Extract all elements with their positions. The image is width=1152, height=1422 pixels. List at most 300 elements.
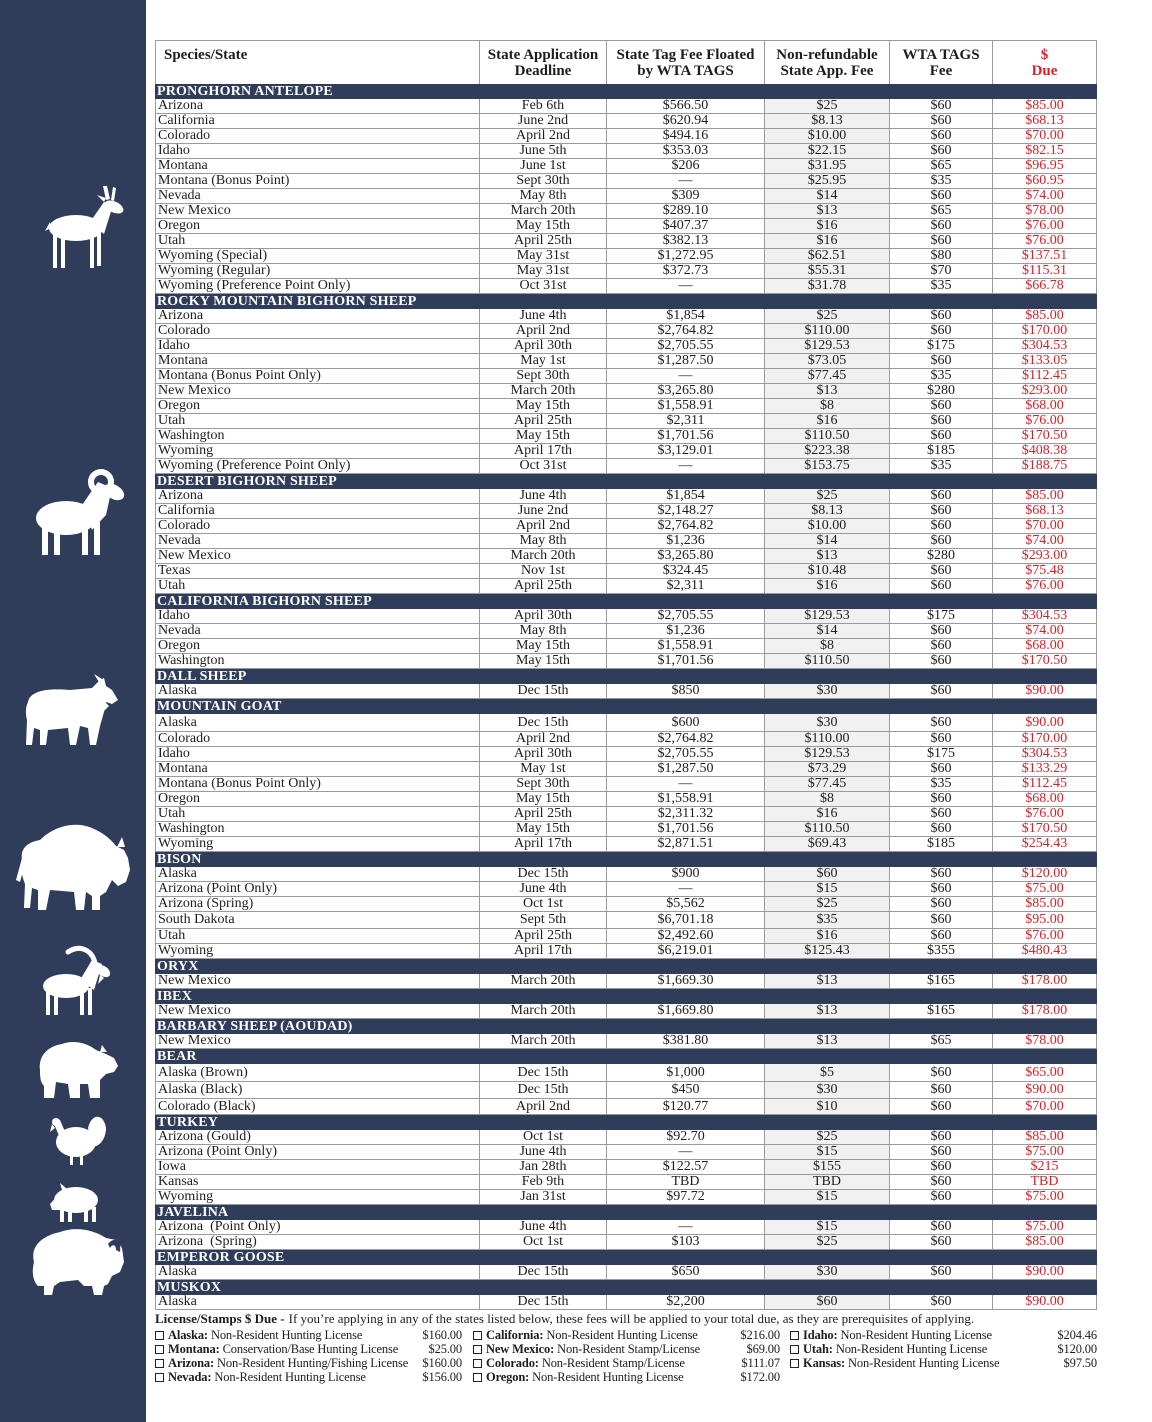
- app-fee-cell: $110.50: [765, 822, 890, 836]
- wta-fee-cell: $175: [890, 609, 993, 623]
- due-cell: $68.00: [993, 639, 1097, 653]
- app-fee-cell: $62.51: [765, 249, 890, 263]
- state-cell: Nevada: [155, 534, 480, 548]
- tag-fee-cell: $2,311.32: [607, 807, 765, 821]
- license-checkbox[interactable]: [790, 1345, 799, 1354]
- state-cell: Utah: [155, 234, 480, 248]
- state-cell: Oregon: [155, 792, 480, 806]
- wta-fee-cell: $60: [890, 99, 993, 113]
- license-state: Utah:: [803, 1341, 833, 1356]
- license-description: Conservation/Base Hunting License: [222, 1341, 399, 1356]
- due-cell: $85.00: [993, 897, 1097, 911]
- due-cell: $170.50: [993, 654, 1097, 668]
- wta-fee-cell: $60: [890, 897, 993, 911]
- license-checkbox[interactable]: [155, 1373, 164, 1382]
- license-description: Non-Resident Hunting License: [840, 1327, 992, 1342]
- due-cell: $408.38: [993, 444, 1097, 458]
- state-cell: California: [155, 114, 480, 128]
- tag-fee-cell: $2,705.55: [607, 747, 765, 761]
- state-cell: Montana (Bonus Point): [155, 174, 480, 188]
- wta-fee-cell: $60: [890, 732, 993, 746]
- license-item: [790, 1356, 1097, 1370]
- license-checkbox[interactable]: [155, 1359, 164, 1368]
- due-cell: $76.00: [993, 579, 1097, 593]
- due-cell: $68.00: [993, 399, 1097, 413]
- tag-fee-cell: $650: [607, 1265, 765, 1279]
- deadline-cell: May 15th: [480, 639, 607, 653]
- tag-fee-cell: $2,200: [607, 1295, 765, 1309]
- due-cell: $304.53: [993, 609, 1097, 623]
- tag-fee-cell: $382.13: [607, 234, 765, 248]
- table-row: [155, 114, 1097, 129]
- wta-fee-cell: $60: [890, 519, 993, 533]
- state-cell: Arizona (Point Only): [155, 882, 480, 896]
- table-row: [155, 732, 1097, 747]
- tag-fee-cell: —: [607, 369, 765, 383]
- table-row: [155, 279, 1097, 294]
- app-fee-cell: $30: [765, 684, 890, 698]
- wta-fee-cell: $60: [890, 929, 993, 943]
- wta-fee-cell: $60: [890, 129, 993, 143]
- license-fee: $120.00: [1057, 1341, 1097, 1356]
- due-cell: $75.48: [993, 564, 1097, 578]
- due-cell: $70.00: [993, 1099, 1097, 1114]
- license-state: New Mexico:: [486, 1341, 555, 1356]
- turkey-icon: [50, 1117, 106, 1165]
- table-row: [155, 1295, 1097, 1310]
- state-cell: Alaska: [155, 1265, 480, 1279]
- deadline-cell: Feb 6th: [480, 99, 607, 113]
- app-fee-cell: $10.48: [765, 564, 890, 578]
- app-fee-cell: $15: [765, 1145, 890, 1159]
- due-cell: $112.45: [993, 369, 1097, 383]
- license-checkbox[interactable]: [790, 1331, 799, 1340]
- tag-fee-cell: —: [607, 1145, 765, 1159]
- deadline-cell: May 8th: [480, 534, 607, 548]
- license-fee: $204.46: [1057, 1327, 1097, 1342]
- wta-fee-cell: $60: [890, 1265, 993, 1279]
- due-cell: $65.00: [993, 1064, 1097, 1081]
- wta-fee-cell: $60: [890, 114, 993, 128]
- app-fee-cell: $14: [765, 189, 890, 203]
- tag-fee-cell: $309: [607, 189, 765, 203]
- table-row: [155, 534, 1097, 549]
- wta-fee-cell: $35: [890, 369, 993, 383]
- license-state: Idaho:: [803, 1327, 838, 1342]
- due-cell: $137.51: [993, 249, 1097, 263]
- tag-fee-cell: $850: [607, 684, 765, 698]
- due-cell: $85.00: [993, 99, 1097, 113]
- due-cell: $66.78: [993, 279, 1097, 293]
- app-fee-cell: $13: [765, 1034, 890, 1048]
- wta-fee-cell: $70: [890, 264, 993, 278]
- state-cell: Texas: [155, 564, 480, 578]
- state-cell: Idaho: [155, 144, 480, 158]
- state-cell: Alaska: [155, 714, 480, 731]
- tag-fee-cell: $1,701.56: [607, 429, 765, 443]
- app-fee-cell: $25: [765, 489, 890, 503]
- state-cell: Washington: [155, 822, 480, 836]
- license-state: Nevada:: [168, 1369, 212, 1384]
- deadline-cell: March 20th: [480, 1034, 607, 1048]
- tag-fee-cell: $494.16: [607, 129, 765, 143]
- table-row: [155, 489, 1097, 504]
- due-cell: TBD: [993, 1175, 1097, 1189]
- table-row: [155, 339, 1097, 354]
- state-cell: Oregon: [155, 219, 480, 233]
- table-row: [155, 929, 1097, 944]
- deadline-cell: April 2nd: [480, 129, 607, 143]
- state-cell: Wyoming: [155, 1190, 480, 1204]
- due-cell: $82.15: [993, 144, 1097, 158]
- app-fee-cell: TBD: [765, 1175, 890, 1189]
- license-fee: $160.00: [422, 1327, 462, 1342]
- app-fee-cell: $16: [765, 929, 890, 943]
- section-header: IBEX: [155, 989, 1097, 1004]
- due-cell: $75.00: [993, 882, 1097, 896]
- wta-fee-cell: $65: [890, 204, 993, 218]
- wta-fee-cell: $60: [890, 1295, 993, 1309]
- state-cell: Arizona (Point Only): [155, 1220, 480, 1234]
- license-note: [155, 1312, 974, 1326]
- tag-fee-cell: TBD: [607, 1175, 765, 1189]
- wta-fee-cell: $280: [890, 549, 993, 563]
- column-header-tag-fee: [607, 41, 765, 84]
- state-cell: Alaska (Brown): [155, 1064, 480, 1081]
- app-fee-cell: $10.00: [765, 129, 890, 143]
- deadline-cell: Nov 1st: [480, 564, 607, 578]
- deadline-cell: Oct 1st: [480, 1235, 607, 1249]
- app-fee-cell: $16: [765, 807, 890, 821]
- state-cell: South Dakota: [155, 912, 480, 928]
- due-cell: $215: [993, 1160, 1097, 1174]
- license-item: [473, 1370, 780, 1384]
- state-cell: Utah: [155, 414, 480, 428]
- deadline-cell: May 1st: [480, 762, 607, 776]
- state-cell: New Mexico: [155, 1004, 480, 1018]
- section-header: TURKEY: [155, 1115, 1097, 1130]
- table-row: [155, 1099, 1097, 1115]
- state-cell: Wyoming: [155, 444, 480, 458]
- table-row: [155, 1265, 1097, 1280]
- deadline-cell: April 17th: [480, 944, 607, 958]
- license-description: Non-Resident Hunting License: [835, 1341, 988, 1356]
- due-cell: $74.00: [993, 534, 1097, 548]
- deadline-cell: April 25th: [480, 929, 607, 943]
- tag-fee-cell: $2,705.55: [607, 339, 765, 353]
- wta-fee-cell: $60: [890, 822, 993, 836]
- state-cell: Arizona (Spring): [155, 1235, 480, 1249]
- license-checkbox[interactable]: [473, 1373, 482, 1382]
- table-row: [155, 204, 1097, 219]
- license-fee: $216.00: [740, 1327, 780, 1342]
- license-fee: $156.00: [422, 1369, 462, 1384]
- tag-fee-cell: $5,562: [607, 897, 765, 911]
- due-cell: $75.00: [993, 1145, 1097, 1159]
- app-fee-cell: $73.05: [765, 354, 890, 368]
- license-item: [790, 1328, 1097, 1342]
- due-cell: $76.00: [993, 929, 1097, 943]
- wta-fee-cell: $60: [890, 654, 993, 668]
- app-fee-cell: $110.00: [765, 732, 890, 746]
- deadline-cell: Dec 15th: [480, 684, 607, 698]
- app-fee-cell: $15: [765, 1220, 890, 1234]
- deadline-cell: Oct 1st: [480, 1130, 607, 1144]
- deadline-cell: April 2nd: [480, 519, 607, 533]
- tag-fee-cell: $450: [607, 1082, 765, 1098]
- state-cell: New Mexico: [155, 974, 480, 988]
- due-cell: $76.00: [993, 414, 1097, 428]
- due-cell: $304.53: [993, 747, 1097, 761]
- deadline-cell: June 4th: [480, 1220, 607, 1234]
- bear-icon: [40, 1042, 118, 1098]
- deadline-cell: April 30th: [480, 747, 607, 761]
- deadline-cell: Sept 5th: [480, 912, 607, 928]
- license-state: Alaska:: [168, 1327, 208, 1342]
- state-cell: Nevada: [155, 189, 480, 203]
- deadline-cell: June 2nd: [480, 114, 607, 128]
- table-row: [155, 399, 1097, 414]
- deadline-cell: May 15th: [480, 429, 607, 443]
- app-fee-cell: $25: [765, 1130, 890, 1144]
- bighorn-sheep-icon: [36, 472, 127, 555]
- deadline-cell: June 1st: [480, 159, 607, 173]
- due-cell: $133.05: [993, 354, 1097, 368]
- due-cell: $254.43: [993, 837, 1097, 851]
- wta-fee-cell: $60: [890, 414, 993, 428]
- due-cell: $76.00: [993, 807, 1097, 821]
- mountain-goat-icon: [26, 674, 118, 745]
- table-row: [155, 837, 1097, 852]
- app-fee-cell: $129.53: [765, 609, 890, 623]
- deadline-cell: March 20th: [480, 384, 607, 398]
- app-fee-cell: $25: [765, 1235, 890, 1249]
- section-header: ORYX: [155, 959, 1097, 974]
- table-row: [155, 1145, 1097, 1160]
- table-row: [155, 324, 1097, 339]
- tag-fee-cell: $103: [607, 1235, 765, 1249]
- table-row: [155, 912, 1097, 929]
- section-header: BEAR: [155, 1049, 1097, 1064]
- app-fee-cell: $155: [765, 1160, 890, 1174]
- tag-fee-cell: $407.37: [607, 219, 765, 233]
- wta-fee-cell: $60: [890, 399, 993, 413]
- table-row: [155, 639, 1097, 654]
- wta-fee-cell: $175: [890, 747, 993, 761]
- state-cell: New Mexico: [155, 204, 480, 218]
- state-cell: Wyoming (Special): [155, 249, 480, 263]
- table-row: [155, 807, 1097, 822]
- app-fee-cell: $8.13: [765, 114, 890, 128]
- table-row: [155, 309, 1097, 324]
- state-cell: Oregon: [155, 399, 480, 413]
- table-row: [155, 384, 1097, 399]
- state-cell: Utah: [155, 579, 480, 593]
- table-row: [155, 944, 1097, 959]
- state-cell: Colorado: [155, 324, 480, 338]
- app-fee-cell: $223.38: [765, 444, 890, 458]
- deadline-cell: Dec 15th: [480, 1295, 607, 1309]
- app-fee-cell: $13: [765, 384, 890, 398]
- license-state: Colorado:: [486, 1355, 539, 1370]
- due-cell: $68.13: [993, 504, 1097, 518]
- license-fee: $97.50: [1063, 1355, 1097, 1370]
- tag-fee-cell: $2,764.82: [607, 732, 765, 746]
- license-description: Non-Resident Hunting License: [210, 1327, 363, 1342]
- table-row: [155, 1130, 1097, 1145]
- due-cell: $74.00: [993, 624, 1097, 638]
- state-cell: Wyoming (Preference Point Only): [155, 459, 480, 473]
- app-fee-cell: $13: [765, 549, 890, 563]
- deadline-cell: June 4th: [480, 882, 607, 896]
- column-header-due: [993, 41, 1097, 84]
- wta-fee-cell: $280: [890, 384, 993, 398]
- app-fee-cell: $10.00: [765, 519, 890, 533]
- table-row: [155, 1175, 1097, 1190]
- app-fee-cell: $25: [765, 99, 890, 113]
- wta-fee-cell: $165: [890, 974, 993, 988]
- state-cell: Arizona (Gould): [155, 1130, 480, 1144]
- section-header: CALIFORNIA BIGHORN SHEEP: [155, 594, 1097, 609]
- wta-fee-cell: $60: [890, 1175, 993, 1189]
- tag-fee-cell: —: [607, 459, 765, 473]
- license-checkbox[interactable]: [790, 1359, 799, 1368]
- license-column: [790, 1328, 1097, 1370]
- license-item: [473, 1328, 780, 1342]
- deadline-cell: May 15th: [480, 219, 607, 233]
- wta-fee-cell: $60: [890, 579, 993, 593]
- due-cell: $90.00: [993, 684, 1097, 698]
- state-cell: Nevada: [155, 624, 480, 638]
- app-fee-cell: $10: [765, 1099, 890, 1114]
- app-fee-cell: $55.31: [765, 264, 890, 278]
- due-cell: $85.00: [993, 489, 1097, 503]
- table-row: [155, 684, 1097, 699]
- tag-fee-cell: $3,129.01: [607, 444, 765, 458]
- wta-fee-cell: $60: [890, 639, 993, 653]
- deadline-cell: May 15th: [480, 654, 607, 668]
- table-row: [155, 519, 1097, 534]
- wta-fee-cell: $65: [890, 159, 993, 173]
- due-cell: $120.00: [993, 867, 1097, 881]
- deadline-cell: Oct 31st: [480, 459, 607, 473]
- table-row: [155, 354, 1097, 369]
- state-cell: Montana: [155, 354, 480, 368]
- due-cell: $178.00: [993, 1004, 1097, 1018]
- app-fee-cell: $25: [765, 897, 890, 911]
- app-fee-cell: $13: [765, 204, 890, 218]
- app-fee-cell: $77.45: [765, 777, 890, 791]
- deadline-cell: Jan 28th: [480, 1160, 607, 1174]
- table-header: [155, 40, 1097, 84]
- wta-fee-cell: $355: [890, 944, 993, 958]
- app-fee-cell: $13: [765, 974, 890, 988]
- deadline-cell: April 30th: [480, 339, 607, 353]
- wta-fee-cell: $80: [890, 249, 993, 263]
- wta-fee-cell: $60: [890, 564, 993, 578]
- deadline-cell: April 25th: [480, 579, 607, 593]
- table-row: [155, 234, 1097, 249]
- wta-fee-cell: $60: [890, 867, 993, 881]
- tag-fee-cell: $381.80: [607, 1034, 765, 1048]
- due-cell: $96.95: [993, 159, 1097, 173]
- table-row: [155, 429, 1097, 444]
- wta-fee-cell: $60: [890, 882, 993, 896]
- wta-fee-cell: $60: [890, 324, 993, 338]
- table-row: [155, 144, 1097, 159]
- tag-fee-cell: —: [607, 1220, 765, 1234]
- wta-fee-cell: $60: [890, 1130, 993, 1144]
- table-row: [155, 822, 1097, 837]
- tag-fee-cell: $372.73: [607, 264, 765, 278]
- license-checkbox[interactable]: [473, 1359, 482, 1368]
- app-fee-cell: $30: [765, 714, 890, 731]
- wta-fee-cell: $165: [890, 1004, 993, 1018]
- app-fee-cell: $16: [765, 234, 890, 248]
- state-cell: Arizona: [155, 99, 480, 113]
- ibex-icon: [43, 948, 112, 1015]
- table-row: [155, 414, 1097, 429]
- wta-fee-cell: $35: [890, 459, 993, 473]
- license-fee: $25.00: [428, 1341, 462, 1356]
- section-header: EMPEROR GOOSE: [155, 1250, 1097, 1265]
- license-state: Kansas:: [803, 1355, 846, 1370]
- state-cell: California: [155, 504, 480, 518]
- license-item: [155, 1342, 462, 1356]
- state-cell: Washington: [155, 654, 480, 668]
- state-cell: Wyoming (Regular): [155, 264, 480, 278]
- fee-table: [155, 40, 1097, 1310]
- app-fee-cell: $30: [765, 1265, 890, 1279]
- table-row: [155, 444, 1097, 459]
- license-checkbox[interactable]: [473, 1331, 482, 1340]
- tag-fee-cell: $1,701.56: [607, 822, 765, 836]
- wta-fee-cell: $60: [890, 1220, 993, 1234]
- tag-fee-cell: $1,669.30: [607, 974, 765, 988]
- table-row: [155, 792, 1097, 807]
- table-row: [155, 189, 1097, 204]
- license-checkbox[interactable]: [473, 1345, 482, 1354]
- deadline-cell: June 5th: [480, 144, 607, 158]
- table-row: [155, 897, 1097, 912]
- state-cell: Wyoming: [155, 837, 480, 851]
- due-cell: $78.00: [993, 1034, 1097, 1048]
- section-header: DESERT BIGHORN SHEEP: [155, 474, 1097, 489]
- state-cell: Montana (Bonus Point Only): [155, 777, 480, 791]
- license-description: Non-Resident Hunting License: [546, 1327, 698, 1342]
- due-cell: $170.50: [993, 429, 1097, 443]
- table-row: [155, 777, 1097, 792]
- tag-fee-cell: $1,287.50: [607, 354, 765, 368]
- table-row: [155, 579, 1097, 594]
- wta-fee-cell: $60: [890, 189, 993, 203]
- tag-fee-cell: $122.57: [607, 1160, 765, 1174]
- wta-fee-cell: $65: [890, 1034, 993, 1048]
- pronghorn-icon: [45, 186, 125, 268]
- state-cell: Montana: [155, 762, 480, 776]
- app-fee-cell: $16: [765, 414, 890, 428]
- deadline-cell: Dec 15th: [480, 714, 607, 731]
- license-checkbox[interactable]: [155, 1345, 164, 1354]
- app-fee-cell: $25.95: [765, 174, 890, 188]
- section-header: BISON: [155, 852, 1097, 867]
- license-checkbox[interactable]: [155, 1331, 164, 1340]
- deadline-cell: April 17th: [480, 837, 607, 851]
- license-item: [790, 1342, 1097, 1356]
- tag-fee-cell: $1,236: [607, 534, 765, 548]
- due-cell: $74.00: [993, 189, 1097, 203]
- license-item: [155, 1356, 462, 1370]
